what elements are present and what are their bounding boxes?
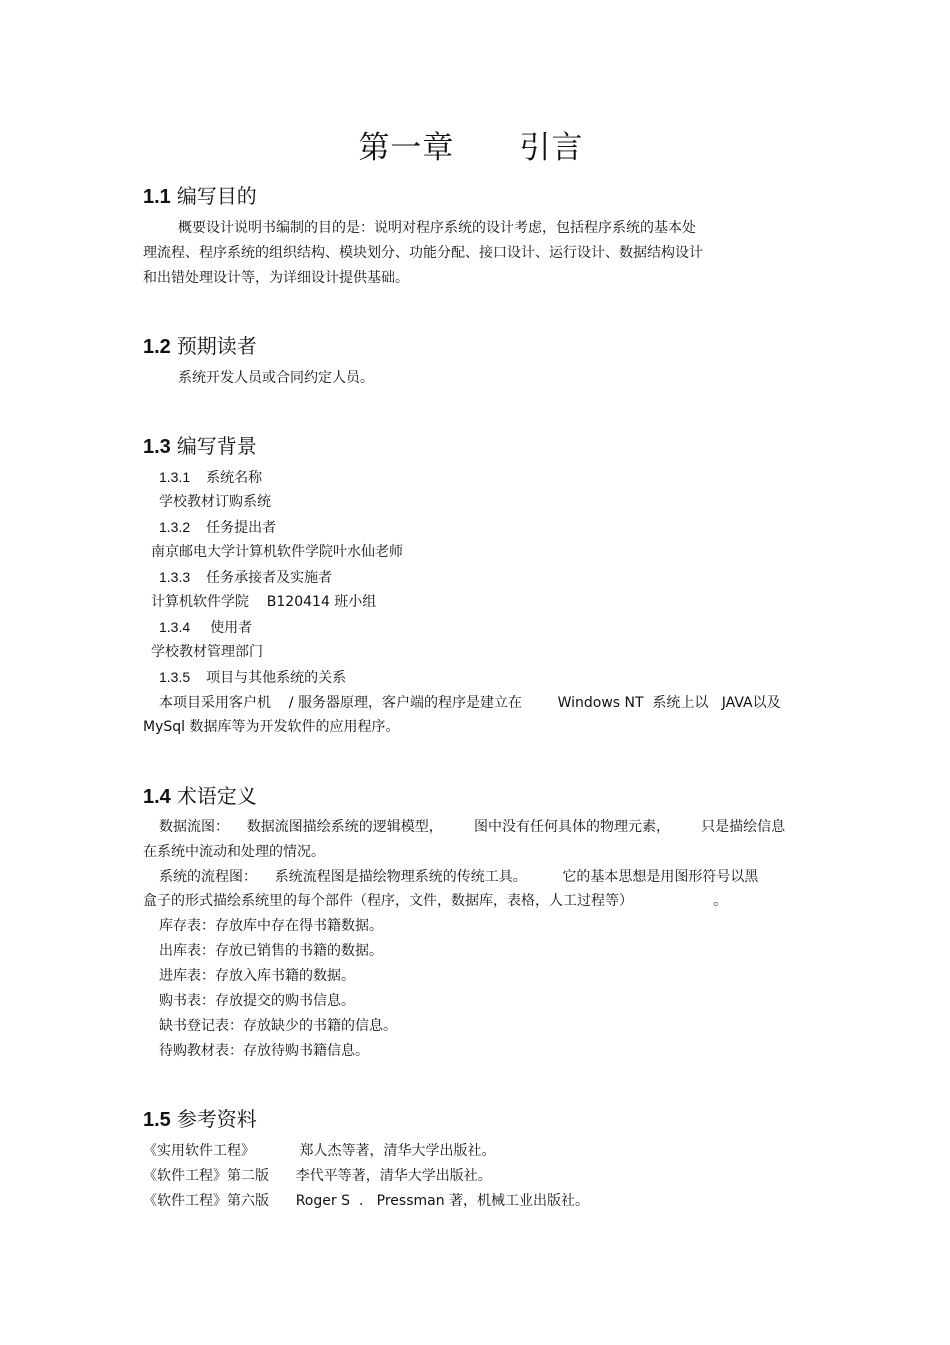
section-number: 1.5 — [143, 1109, 171, 1131]
section-heading-1-2 — [143, 330, 257, 359]
reference-item: 《软件工程》第六版 Roger S . Pressman 著，机械工业出版社。 — [143, 1193, 590, 1209]
paragraph-line: 概要设计说明书编制的目的是：说明对程序系统的设计考虑，包括程序系统的基本处 — [178, 220, 696, 236]
subsection-content: 南京邮电大学计算机软件学院叶水仙老师 — [151, 544, 403, 560]
subsection-title: 任务承接者及实施者 — [206, 570, 333, 586]
subsection-heading-1-3-3 — [159, 568, 332, 587]
section-heading-1-3 — [143, 430, 257, 459]
subsection-number: 1.3.1 — [159, 469, 191, 485]
section-title: 参考资料 — [176, 1107, 257, 1131]
subsection-number: 1.3.5 — [159, 669, 191, 685]
paragraph-line: MySql 数据库等为开发软件的应用程序。 — [143, 719, 400, 735]
subsection-heading-1-3-1 — [159, 468, 262, 487]
paragraph-line: 盒子的形式描绘系统里的每个部件（程序，文件，数据库，表格，人工过程等） 。 — [143, 893, 728, 909]
section-heading-1-1 — [143, 180, 257, 209]
subsection-title: 项目与其他系统的关系 — [206, 670, 347, 686]
section-number: 1.1 — [143, 186, 171, 208]
paragraph-line: 理流程、程序系统的组织结构、模块划分、功能分配、接口设计、运行设计、数据结构设计 — [143, 245, 703, 261]
subsection-content: 学校教材管理部门 — [151, 644, 263, 660]
paragraph-line: 和出错处理设计等，为详细设计提供基础。 — [143, 270, 409, 286]
subsection-title: 使用者 — [210, 620, 253, 636]
term-definition: 出库表：存放已销售的书籍的数据。 — [159, 943, 383, 959]
chapter-title: 第一章 引言 — [358, 130, 584, 166]
section-title: 编写目的 — [176, 184, 257, 208]
section-heading-1-5 — [143, 1103, 257, 1132]
term-definition: 进库表：存放入库书籍的数据。 — [159, 968, 355, 984]
section-number: 1.2 — [143, 336, 171, 358]
reference-item: 《软件工程》第二版 李代平等著，清华大学出版社。 — [143, 1168, 492, 1184]
subsection-content: 学校教材订购系统 — [159, 494, 271, 510]
paragraph-line: 数据流图： 数据流图描绘系统的逻辑模型， 图中没有任何具体的物理元素， 只是描绘信息 — [159, 819, 786, 835]
subsection-number: 1.3.4 — [159, 619, 191, 635]
term-definition: 库存表：存放库中存在得书籍数据。 — [159, 918, 383, 934]
subsection-title: 任务提出者 — [206, 520, 277, 536]
term-definition: 购书表：存放提交的购书信息。 — [159, 993, 355, 1009]
subsection-heading-1-3-4 — [159, 618, 252, 637]
paragraph-line: 系统的流程图： 系统流程图是描绘物理系统的传统工具。 它的基本思想是用图形符号以黑 — [159, 869, 759, 885]
term-definition: 待购教材表：存放待购书籍信息。 — [159, 1043, 369, 1059]
section-title: 编写背景 — [176, 434, 257, 458]
paragraph-line: 本项目采用客户机 / 服务器原理，客户端的程序是建立在 Windows NT 系统上以 JAVA以及 — [159, 695, 781, 711]
reference-item: 《实用软件工程》 郑人杰等著，清华大学出版社。 — [143, 1143, 496, 1159]
section-number: 1.4 — [143, 786, 171, 808]
subsection-number: 1.3.3 — [159, 569, 191, 585]
term-definition: 缺书登记表：存放缺少的书籍的信息。 — [159, 1018, 397, 1034]
section-title: 预期读者 — [176, 334, 257, 358]
section-number: 1.3 — [143, 436, 171, 458]
paragraph-line: 系统开发人员或合同约定人员。 — [178, 370, 374, 386]
subsection-heading-1-3-5 — [159, 668, 346, 687]
subsection-heading-1-3-2 — [159, 518, 276, 537]
subsection-number: 1.3.2 — [159, 519, 191, 535]
subsection-title: 系统名称 — [206, 470, 263, 486]
section-heading-1-4 — [143, 780, 257, 809]
section-title: 术语定义 — [176, 784, 257, 808]
paragraph-line: 在系统中流动和处理的情况。 — [143, 844, 325, 860]
subsection-content: 计算机软件学院 B120414 班小组 — [151, 594, 377, 610]
